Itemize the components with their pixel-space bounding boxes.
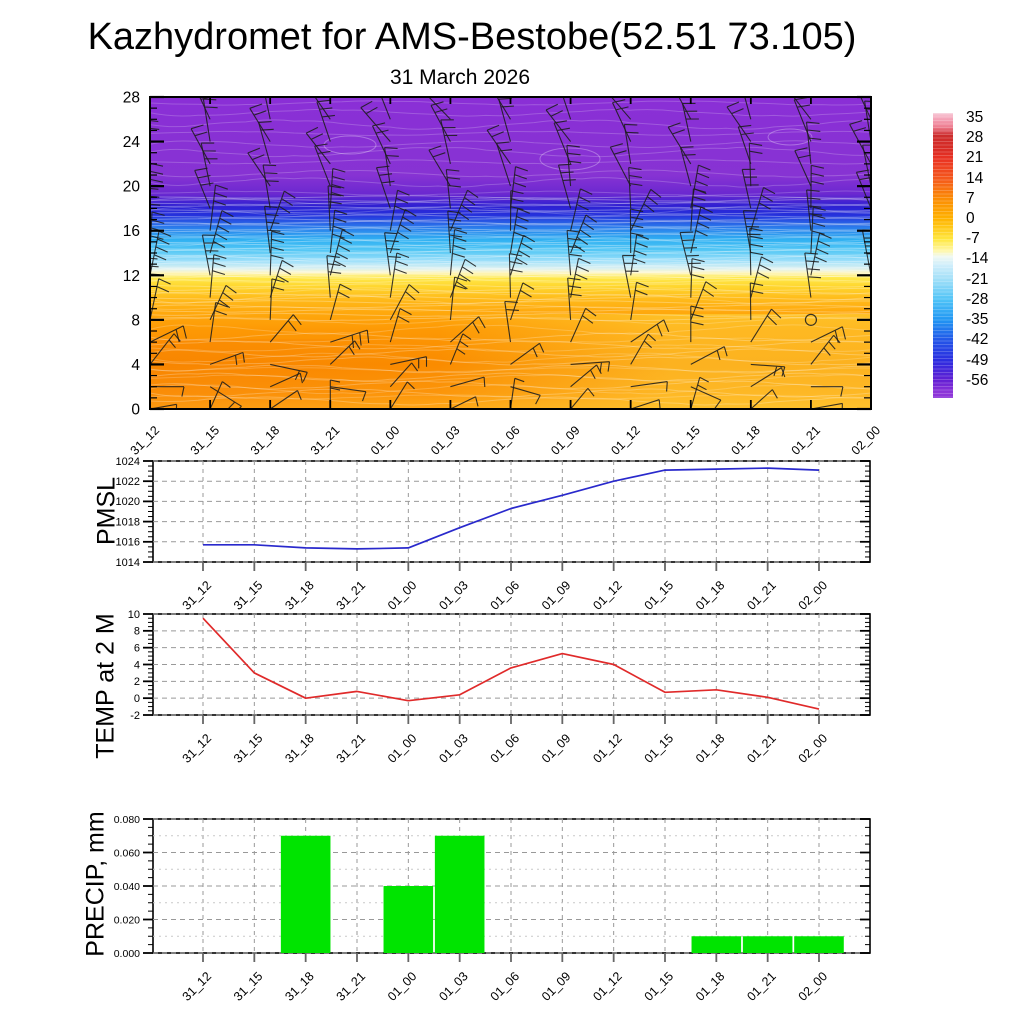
y-tick-label: 1014 [115, 556, 140, 569]
y-tick-label: -2 [130, 709, 140, 722]
precip-bar [743, 936, 793, 953]
colorbar-tick-label: 0 [966, 210, 975, 228]
x-tick-label: 31_21 [333, 731, 369, 766]
x-tick-label: 01_21 [788, 423, 824, 458]
y-tick-label: 8 [133, 625, 140, 638]
x-tick-label: 01_06 [487, 969, 523, 1004]
x-tick-label: 01_12 [608, 423, 643, 458]
pmsl-axis-title: PMSL [92, 476, 121, 546]
y-tick-label: 1024 [115, 455, 140, 468]
x-tick-label: 01_09 [538, 578, 574, 613]
main-y-tick-label: 16 [122, 223, 140, 241]
main-section-chart [105, 87, 896, 464]
x-tick-label: 01_15 [641, 578, 677, 613]
colorbar-tick-label: 7 [966, 189, 975, 207]
minor-gridlines [153, 836, 870, 937]
x-tick-label: 01_03 [436, 578, 471, 613]
y-tick-label: 2 [133, 676, 140, 689]
precip-bar [435, 836, 485, 953]
precip-bar [384, 886, 434, 953]
x-tick-label: 01_00 [367, 423, 403, 458]
x-tick-label: 01_15 [641, 731, 677, 766]
x-tick-label: 01_03 [436, 731, 471, 766]
x-tick-label: 01_12 [590, 969, 625, 1004]
y-tick-label: 0.060 [113, 847, 140, 860]
colorbar-tick-label: -21 [966, 270, 989, 288]
main-y-tick-label: 28 [122, 89, 140, 107]
y-axis-ticks [143, 461, 870, 562]
precip-bar [692, 936, 742, 953]
x-tick-label: 01_15 [668, 423, 703, 458]
y-tick-label: 10 [127, 608, 140, 621]
x-tick-label: 31_21 [307, 423, 343, 458]
main-y-tick-label: 24 [122, 134, 140, 152]
precip-bar [794, 936, 844, 953]
x-tick-label: 01_18 [692, 578, 728, 613]
y-tick-label: 4 [133, 659, 140, 672]
x-tick-label: 01_06 [487, 731, 523, 766]
x-tick-label: 01_21 [744, 969, 779, 1004]
x-tick-label: 01_21 [744, 578, 779, 613]
x-tick-label: 01_00 [384, 578, 420, 613]
x-tick-label: 01_18 [728, 423, 763, 458]
y-tick-label: 1016 [115, 536, 140, 549]
x-tick-label: 01_06 [487, 578, 523, 613]
colorbar-labels [933, 109, 993, 398]
y-tick-label: 1022 [115, 476, 140, 488]
x-tick-label: 31_21 [333, 969, 369, 1004]
x-tick-label: 01_09 [538, 969, 574, 1004]
gridlines [153, 819, 870, 953]
y-tick-label: 0.020 [113, 914, 140, 927]
y-tick-label: 0.080 [113, 813, 140, 826]
x-tick-label: 01_21 [744, 731, 779, 766]
main-y-tick-label: 0 [131, 401, 140, 419]
temp-chart [108, 598, 900, 779]
x-tick-label: 01_09 [548, 423, 583, 458]
colorbar-tick-label: -42 [966, 331, 989, 349]
plot-border [153, 614, 870, 715]
colorbar-tick-label: 21 [966, 149, 984, 167]
gridlines [153, 461, 870, 562]
x-tick-label: 01_06 [488, 423, 523, 458]
y-tick-label: 0.040 [113, 880, 140, 893]
x-axis-ticks [203, 562, 819, 571]
x-tick-label: 31_18 [282, 578, 317, 613]
x-tick-label: 31_12 [179, 969, 215, 1004]
y-tick-label: 0 [133, 692, 140, 705]
x-tick-label: 31_18 [282, 969, 317, 1004]
x-axis-ticks [203, 715, 819, 724]
temp-axis-title: TEMP at 2 M [91, 613, 120, 759]
y-tick-label: 6 [133, 642, 140, 655]
x-tick-label: 31_15 [230, 731, 266, 766]
date-subtitle: 31 March 2026 [389, 66, 531, 89]
main-y-tick-label: 12 [122, 267, 140, 285]
colorbar-tick-label: -35 [966, 311, 989, 329]
plot-border [153, 819, 870, 953]
colorbar-tick-label: -14 [966, 250, 989, 268]
main-y-tick-label: 4 [131, 356, 140, 374]
x-tick-label: 01_03 [428, 423, 463, 458]
x-tick-label: 31_15 [230, 969, 266, 1004]
precip-chart [108, 803, 900, 1017]
x-tick-label: 02_00 [795, 578, 831, 613]
page-title: Kazhydromet for AMS-Bestobe(52.51 73.105) [87, 16, 857, 58]
x-tick-label: 01_12 [590, 578, 625, 613]
colorbar-tick-label: -7 [966, 230, 980, 248]
x-tick-label: 02_00 [848, 423, 884, 458]
x-tick-label: 01_00 [384, 969, 420, 1004]
x-tick-label: 02_00 [795, 731, 831, 766]
colorbar-tick-label: -49 [966, 351, 989, 369]
y-tick-label: 1018 [115, 516, 140, 529]
gridlines [153, 614, 870, 715]
x-tick-label: 31_18 [282, 731, 317, 766]
colorbar-tick-label: -56 [966, 371, 989, 389]
x-tick-label: 01_15 [641, 969, 677, 1004]
x-tick-label: 31_12 [179, 578, 215, 613]
plot-border [153, 461, 870, 562]
main-y-tick-label: 20 [122, 178, 140, 196]
x-tick-label: 01_09 [538, 731, 574, 766]
x-tick-label: 31_21 [333, 578, 369, 613]
x-tick-label: 31_12 [127, 423, 163, 458]
colorbar-tick-label: -28 [966, 290, 989, 308]
x-tick-label: 01_18 [692, 969, 728, 1004]
x-tick-label: 01_00 [384, 731, 420, 766]
y-tick-label: 0.000 [113, 947, 140, 960]
x-tick-label: 31_15 [230, 578, 266, 613]
x-tick-label: 31_12 [179, 731, 215, 766]
precip-bar [281, 836, 331, 953]
x-tick-label: 01_18 [692, 731, 728, 766]
colorbar-tick-label: 35 [966, 109, 984, 126]
x-tick-label: 01_12 [590, 731, 625, 766]
x-tick-label: 01_03 [436, 969, 471, 1004]
x-tick-label: 31_15 [187, 423, 223, 458]
x-tick-label: 02_00 [795, 969, 831, 1004]
x-axis-ticks [203, 953, 819, 962]
x-tick-label: 31_18 [247, 423, 283, 458]
colorbar-tick-label: 14 [966, 169, 984, 187]
precip-axis-title: PRECIP, mm [81, 811, 110, 957]
colorbar-tick-label: 28 [966, 129, 984, 147]
main-y-tick-label: 8 [131, 312, 140, 330]
y-tick-label: 1020 [115, 496, 140, 509]
